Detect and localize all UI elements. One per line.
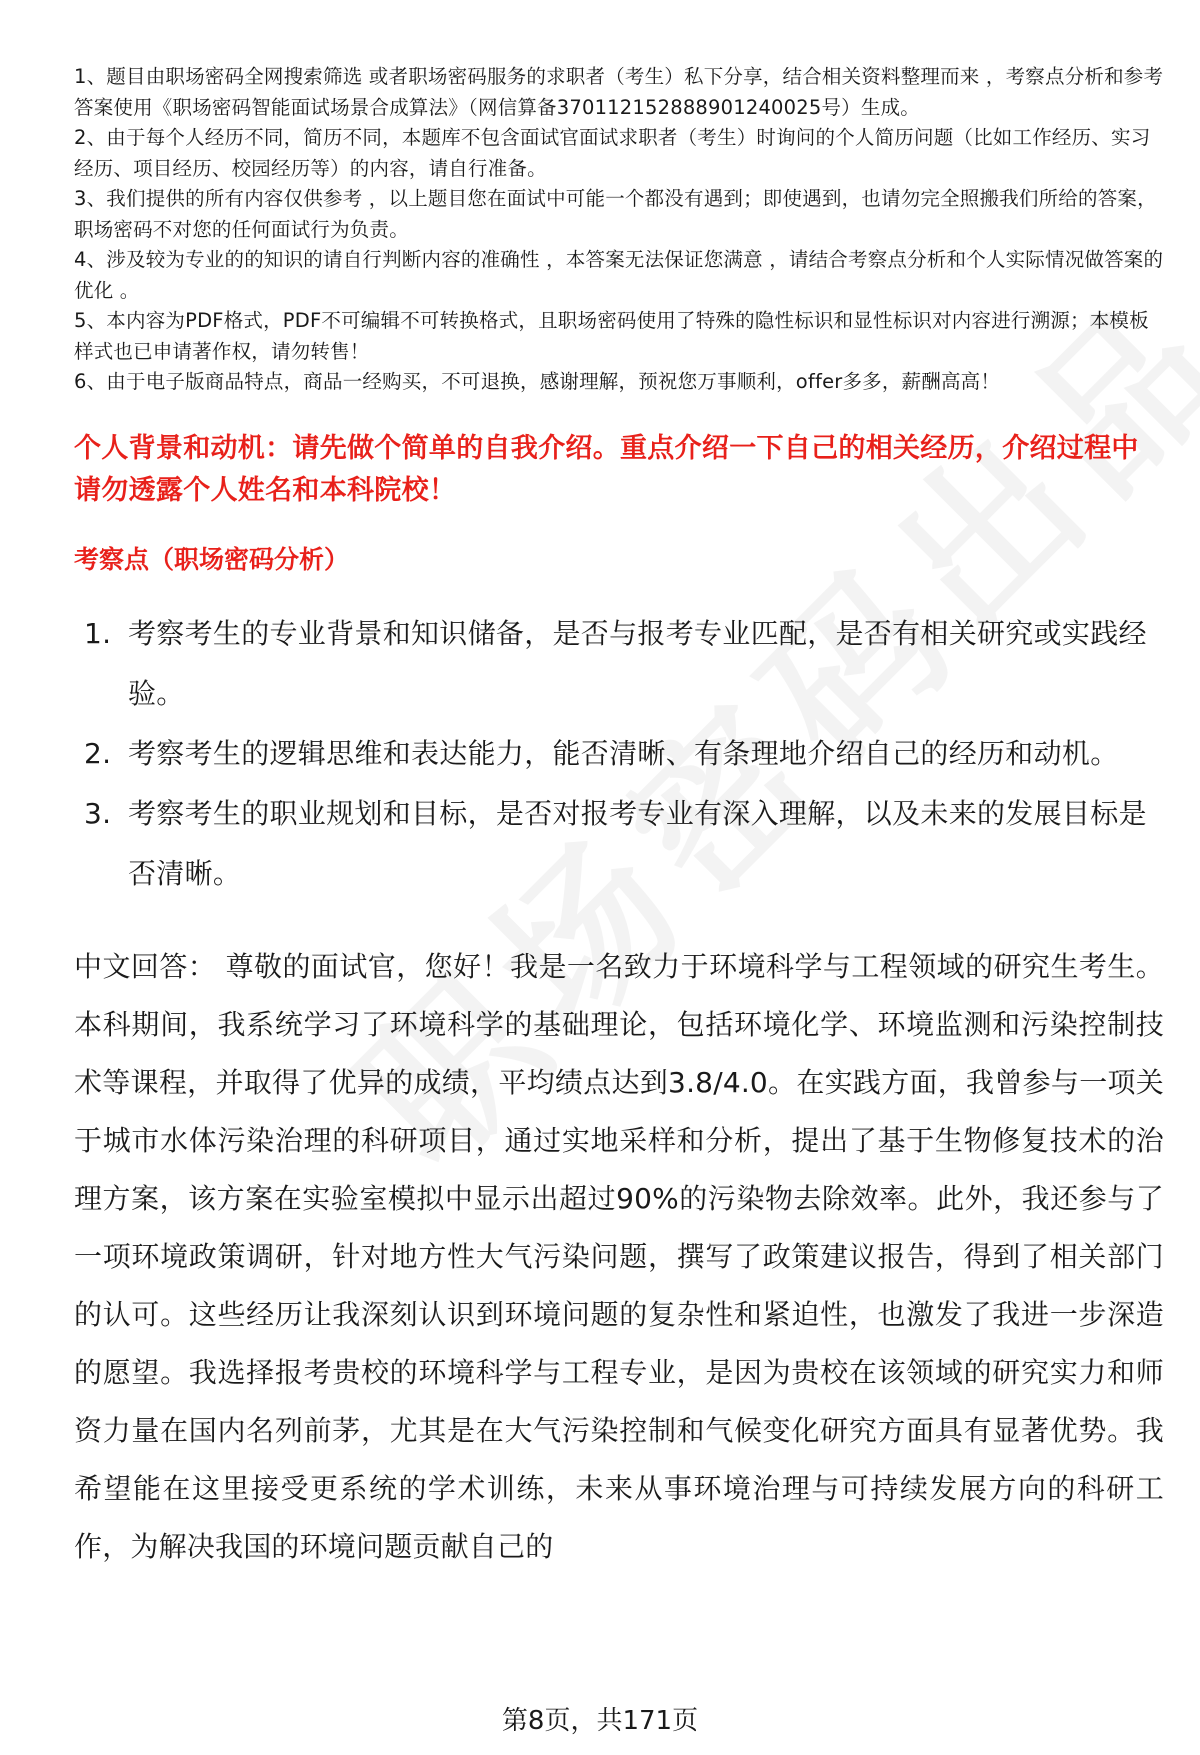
notes-section: [74, 62, 1164, 398]
list-item: [74, 724, 1164, 784]
page-footer: 第8页，共171页: [501, 1706, 699, 1736]
list-item: [74, 784, 1164, 904]
note-item: 4、涉及较为专业的的知识的请自行判断内容的准确性 ，本答案无法保证您满意 ，请结合考察点分析和个人实际情况做答案的优化 。: [74, 248, 1164, 302]
list-item-text: 考察考生的逻辑思维和表达能力，能否清晰、有条理地介绍自己的经历和动机。: [128, 736, 1119, 770]
list-item-number: 3.: [84, 796, 112, 830]
note-item: 6、由于电子版商品特点，商品一经购买，不可退换，感谢理解，预祝您万事顺利，offer多多，薪酬高高！: [74, 370, 1001, 393]
list-item-text: 考察考生的职业规划和目标，是否对报考专业有深入理解，以及未来的发展目标是否清晰。: [128, 796, 1147, 890]
note-item: 2、由于每个人经历不同，简历不同，本题库不包含面试官面试求职者（考生）时询问的个人简历问题（比如工作经历、实习经历、项目经历、校园经历等）的内容，请自行准备。: [74, 126, 1151, 180]
note-item: 3、我们提供的所有内容仅供参考 ，以上题目您在面试中可能一个都没有遇到；即使遇到，也请勿完全照搬我们所给的答案，职场密码不对您的任何面试行为负责。: [74, 187, 1157, 241]
answer-paragraph: 中文回答： 尊敬的面试官，您好！我是一名致力于环境科学与工程领域的研究生考生。本科期间，我系统学习了环境科学的基础理论，包括环境化学、环境监测和污染控制技术等课程，并取得了优异的成绩，平均绩点达到3.8/4.0。在实践方面，我曾参与一项关于城市水体污染治理的科研项目，通过实地采样和分析，提出了基于生物修复技术的治理方案，该方案在实验室模拟中显示出超过90%的污染物去除效率。此外，我还参与了一项环境政策调研，针对地方性大气污染问题，撰写了政策建议报告，得到了相关部门的认可。这些经历让我深刻认识到环境问题的复杂性和紧迫性，也激发了我进一步深造的愿望。我选择报考贵校的环境科学与工程专业，是因为贵校在该领域的研究实力和师资力量在国内名列前茅，尤其是在大气污染控制和气候变化研究方面具有显著优势。我希望能在这里接受更系统的学术训练，未来从事环境治理与可持续发展方向的科研工作，为解决我国的环境问题贡献自己的: [74, 949, 1164, 1563]
section-title: 考察点（职场密码分析）: [74, 544, 350, 574]
points-list: [74, 604, 1164, 904]
list-item-text: 考察考生的专业背景和知识储备，是否与报考专业匹配，是否有相关研究或实践经验。: [128, 616, 1147, 710]
list-item-number: 2.: [84, 736, 112, 770]
note-item: 5、本内容为PDF格式，PDF不可编辑不可转换格式，且职场密码使用了特殊的隐性标识和显性标识对内容进行溯源；本模板样式也已申请著作权，请勿转售！: [74, 309, 1149, 363]
document-page: [74, 62, 1164, 1576]
list-item-number: 1.: [84, 616, 112, 650]
question-heading: 个人背景和动机：请先做个简单的自我介绍。重点介绍一下自己的相关经历，介绍过程中请勿透露个人姓名和本科院校！: [74, 432, 1139, 506]
note-item: 1、题目由职场密码全网搜索筛选 或者职场密码服务的求职者（考生）私下分享，结合相关资料整理而来 ，考察点分析和参考答案使用《职场密码智能面试场景合成算法》（网信算备370112152888901240025号）生成。: [74, 65, 1164, 119]
list-item: [74, 604, 1164, 724]
